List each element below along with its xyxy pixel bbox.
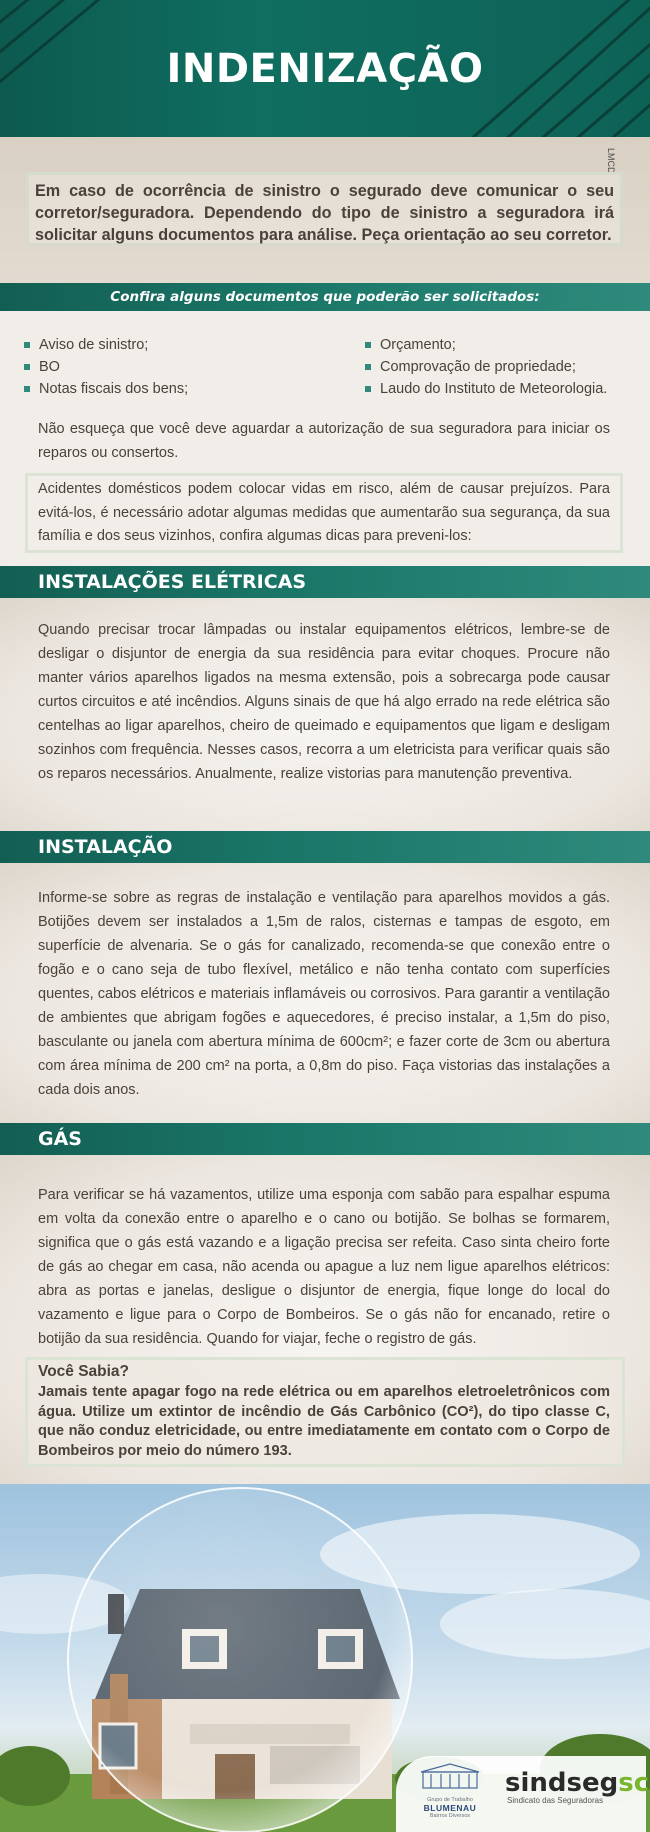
list-item: Comprovação de propriedade; <box>365 356 607 378</box>
bullet-icon <box>24 342 30 348</box>
did-you-know-text: Jamais tente apagar fogo na rede elétrica ou em aparelhos eletroeletrônicos com água. Utilize um extintor de incêndio de Gás Carbônico (CO²), do tipo classe C, que não conduz eletricidade, ou entre imediatamente em contato com o Corpo de Bombeiros por meio do número 193. <box>38 1384 610 1459</box>
did-you-know-title: Você Sabia? <box>38 1363 130 1380</box>
blumenau-small-text: Grupo de Trabalho <box>427 1797 473 1803</box>
blumenau-sub-text: Bairros Diversos <box>429 1813 471 1819</box>
sindsegsc-wordmark: sindsegsc <box>505 1768 650 1798</box>
header-banner <box>0 0 650 137</box>
bullet-icon <box>24 386 30 392</box>
installation-text: Informe-se sobre as regras de instalação e ventilação para aparelhos movidos a gás. Botijões devem ser instalados a 1,5m de ralos, cisternas e tampas de esgoto, em superfície de alvenaria. Se o gás for canalizado, recomenda-se que conexão entre o fogão e o cano seja de tubo flexível, metálico e não tenha contato com superfícies quentes, cabos elétricos e materiais inflamáveis ou corrosivos. Para garantir a ventilação de ambientes que abrigam fogões e aquecedores, é preciso instalar, a 1,5m do piso, basculante ou janela com abertura mínima de 600cm²; e fazer corte de 3cm ou abertura com área mínima de 200 cm² na porta, a 0,8m do piso. Faça vistorias das instalações a cada dois anos. <box>38 890 610 1098</box>
documents-heading: Confira alguns documentos que poderão ser solicitados: <box>110 289 540 305</box>
list-item: Aviso de sinistro; <box>24 334 188 356</box>
bullet-icon <box>365 386 371 392</box>
bullet-icon <box>365 364 371 370</box>
documents-list-left <box>24 334 188 400</box>
gas-title: GÁS <box>38 1128 82 1150</box>
blumenau-logo <box>410 1762 490 1830</box>
side-code: LMCD <box>606 148 616 174</box>
sindsegsc-tagline: Sindicato das Seguradoras <box>507 1796 604 1805</box>
intro-box <box>26 172 623 246</box>
wait-note: Não esqueça que você deve aguardar a autorização de sua seguradora para iniciar os reparos ou consertos. <box>38 421 610 461</box>
installation-title: INSTALAÇÃO <box>38 836 173 858</box>
accidents-note: Acidentes domésticos podem colocar vidas em risco, além de causar prejuízos. Para evitá-los, é necessário adotar algumas medidas que aumentarão sua segurança, da sua família e dos seus vizinhos, confira algumas dicas para preveni-los: <box>38 481 610 544</box>
documents-list-right <box>365 334 607 400</box>
list-item: Laudo do Instituto de Meteorologia. <box>365 378 607 400</box>
bullet-icon <box>24 364 30 370</box>
documents-heading-band <box>0 283 650 311</box>
bullet-icon <box>365 342 371 348</box>
list-item: Orçamento; <box>365 334 607 356</box>
page-title: INDENIZAÇÃO <box>166 46 484 92</box>
electrical-title: INSTALAÇÕES ELÉTRICAS <box>38 571 307 593</box>
building-icon <box>417 1762 483 1792</box>
gas-band <box>0 1123 650 1155</box>
gas-text: Para verificar se há vazamentos, utilize uma esponja com sabão para espalhar espuma em volta da conexão entre o aparelho e o cano ou botijão. Se bolhas se formarem, significa que o gás está vazando e a ligação precisa ser refeita. Caso sinta cheiro forte de gás ao chegar em casa, não acenda ou apague a luz nem ligue aparelhos elétricos: abra as portas e janelas, desligue o disjuntor de energia, fique longe do local do vazamento e ligue para o Corpo de Bombeiros. Se o gás não for encanado, retire o botijão da sua residência. Quando for viajar, feche o registro de gás. <box>38 1187 610 1347</box>
electrical-text: Quando precisar trocar lâmpadas ou instalar equipamentos elétricos, lembre-se de desligar o disjuntor de energia da sua residência para evitar choques. Procure não manter vários aparelhos ligados na mesma extensão, pois a sobrecarga pode causar curtos circuitos e até incêndios. Alguns sinais de que há algo errado na rede elétrica são centelhas ao ligar aparelhos, cheiro de queimado e equipamentos que ligam e desligam sozinhos com frequência. Nesses casos, recorra a um eletricista para verificar quais são os reparos necessários. Anualmente, realize vistorias para manutenção preventiva. <box>38 622 610 782</box>
installation-band <box>0 831 650 863</box>
intro-text: Em caso de ocorrência de sinistro o segurado deve comunicar o seu corretor/seguradora. Dependendo do tipo de sinistro a seguradora irá solicitar alguns documentos para análise. Peça orientação ao seu corretor. <box>35 182 614 244</box>
list-item: BO <box>24 356 188 378</box>
list-item: Notas fiscais dos bens; <box>24 378 188 400</box>
blumenau-name: BLUMENAU <box>423 1803 477 1813</box>
sindsegsc-logo <box>505 1768 649 1805</box>
electrical-band <box>0 566 650 598</box>
